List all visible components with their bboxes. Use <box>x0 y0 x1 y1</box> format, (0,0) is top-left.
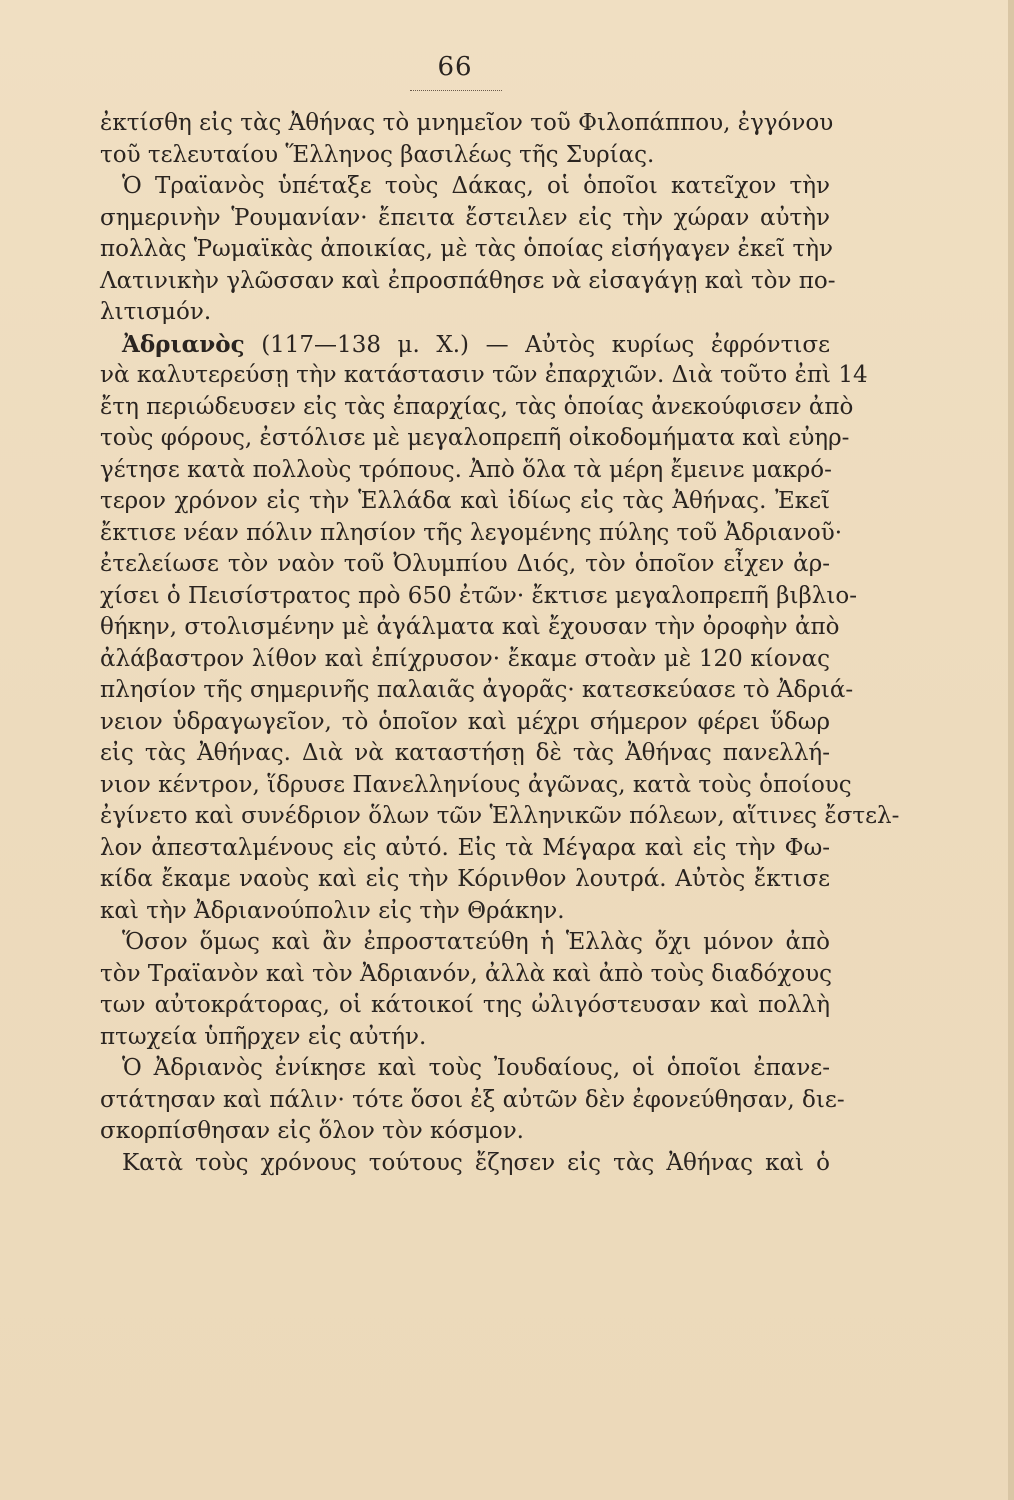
text-line: γέτησε κατὰ πολλοὺς τρόπους. Ἀπὸ ὅλα τὰ μέρη ἔμεινε μακρό- <box>100 456 832 483</box>
text-line: εἰς τὰς Ἀθήνας. Διὰ νὰ καταστήσῃ δὲ τὰς Ἀθήνας πανελλή- <box>100 740 830 766</box>
page-number: 66 <box>437 52 473 82</box>
text-line: νὰ καλυτερεύσῃ τὴν κατάστασιν τῶν ἐπαρχιῶν. Διὰ τοῦτο ἐπὶ 14 <box>100 362 868 388</box>
text-line: τοῦ τελευταίου Ἕλληνος βασιλέως τῆς Συρίας. <box>100 141 655 168</box>
text-line: ἔτη περιώδευσεν εἰς τὰς ἐπαρχίας, τὰς ὁποίας ἀνεκούφισεν ἀπὸ <box>100 393 854 420</box>
text-line: Ὁ Ἀδριανὸς ἐνίκησε καὶ τοὺς Ἰουδαίους, οἱ ὁποῖοι ἐπανε- <box>122 1055 830 1081</box>
text-line: κίδα ἔκαμε ναοὺς καὶ εἰς τὴν Κόρινθον λουτρά. Αὐτὸς ἔκτισε <box>100 866 830 892</box>
section-heading-name: Ἀδριανὸς <box>122 330 245 358</box>
text-line: Κατὰ τοὺς χρόνους τούτους ἔζησεν εἰς τὰς Ἀθήνας καὶ ὁ <box>122 1149 830 1176</box>
text-line: ἔκτισε νέαν πόλιν πλησίον τῆς λεγομένης πύλης τοῦ Ἀδριανοῦ· <box>100 519 843 546</box>
text-line: νειον ὑδραγωγεῖον, τὸ ὁποῖον καὶ μέχρι σήμερον φέρει ὕδωρ <box>100 708 830 735</box>
text-line: ἀλάβαστρον λίθον καὶ ἐπίχρυσον· ἔκαμε στοὰν μὲ 120 κίονας <box>100 645 830 672</box>
text-line: σημερινὴν Ῥουμανίαν· ἔπειτα ἔστειλεν εἰς τὴν χώραν αὐτὴν <box>100 204 830 231</box>
body-text <box>100 108 900 1179</box>
text-line: θήκην, στολισμένην μὲ ἀγάλματα καὶ ἔχουσαν τὴν ὀροφὴν ἀπὸ <box>100 614 840 640</box>
text-line: στάτησαν καὶ πάλιν· τότε ὅσοι ἐξ αὐτῶν δὲν ἐφονεύθησαν, διε- <box>100 1086 845 1113</box>
text-line: των αὐτοκράτορας, οἱ κάτοικοί της ὠλιγόστευσαν καὶ πολλὴ <box>100 992 830 1018</box>
text-line: λιτισμόν. <box>100 299 212 325</box>
text-line: Ὅσον ὅμως καὶ ἂν ἐπροστατεύθη ἡ Ἑλλὰς ὄχι μόνον ἀπὸ <box>122 929 830 955</box>
text-line: ἐτελείωσε τὸν ναὸν τοῦ Ὀλυμπίου Διός, τὸν ὁποῖον εἶχεν ἀρ- <box>100 551 830 577</box>
page-edge <box>1008 0 1014 1500</box>
text-line: πλησίον τῆς σημερινῆς παλαιᾶς ἀγορᾶς· κατεσκεύασε τὸ Ἀδριά- <box>100 677 854 703</box>
text-line: τὸν Τραϊανὸν καὶ τὸν Ἀδριανόν, ἀλλὰ καὶ ἀπὸ τοὺς διαδόχους <box>100 960 833 987</box>
text-line: τοὺς φόρους, ἐστόλισε μὲ μεγαλοπρεπῆ οἰκοδομήματα καὶ εὐηρ- <box>100 425 850 451</box>
text-line: χίσει ὁ Πεισίστρατος πρὸ 650 ἐτῶν· ἔκτισε μεγαλοπρεπῆ βιβλιο- <box>100 582 857 609</box>
text-line: πτωχεία ὑπῆρχεν εἰς αὐτήν. <box>100 1023 427 1050</box>
text-line: λον ἀπεσταλμένους εἰς αὐτό. Εἰς τὰ Μέγαρα καὶ εἰς τὴν Φω- <box>100 834 830 861</box>
page-number-rule <box>410 90 502 91</box>
text-line: ἐκτίσθη εἰς τὰς Ἀθήνας τὸ μνημεῖον τοῦ Φιλοπάππου, ἐγγόνου <box>100 110 834 136</box>
text-line: Ὁ Τραϊανὸς ὑπέταξε τοὺς Δάκας, οἱ ὁποῖοι κατεῖχον τὴν <box>122 173 830 199</box>
text-line: σκορπίσθησαν εἰς ὅλον τὸν κόσμον. <box>100 1118 524 1144</box>
text-line: νιον κέντρον, ἵδρυσε Πανελληνίους ἀγῶνας, κατὰ τοὺς ὁποίους <box>100 771 852 798</box>
text-line: Ἀδριανὸς (117—138 μ. Χ.) — Αὐτὸς κυρίως ἐφρόντισε <box>122 330 830 358</box>
text-line: Λατινικὴν γλῶσσαν καὶ ἐπροσπάθησε νὰ εἰσαγάγῃ καὶ τὸν πο- <box>100 267 836 294</box>
text-line: τερον χρόνον εἰς τὴν Ἑλλάδα καὶ ἰδίως εἰς τὰς Ἀθήνας. Ἐκεῖ <box>100 488 830 514</box>
text-line: καὶ τὴν Ἀδριανούπολιν εἰς τὴν Θράκην. <box>100 897 565 924</box>
text-line: ἐγίνετο καὶ συνέδριον ὅλων τῶν Ἑλληνικῶν πόλεων, αἵτινες ἔστελ- <box>100 803 900 829</box>
text-line: πολλὰς Ῥωμαϊκὰς ἀποικίας, μὲ τὰς ὁποίας εἰσήγαγεν ἐκεῖ τὴν <box>100 236 834 262</box>
